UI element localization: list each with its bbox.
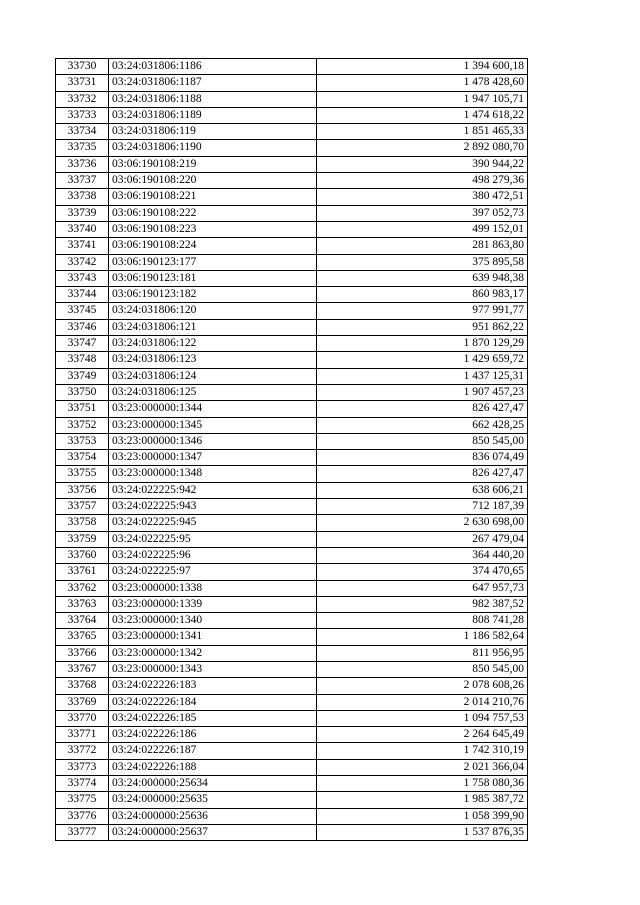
table-row xyxy=(56,336,528,352)
row-number-cell: 33748 xyxy=(56,352,109,368)
cadastral-value-cell: 977 991,77 xyxy=(317,303,528,319)
table-row xyxy=(56,238,528,254)
table-row xyxy=(56,466,528,482)
cadastral-value-cell: 2 078 608,26 xyxy=(317,678,528,694)
row-number-cell: 33751 xyxy=(56,401,109,417)
cadastral-value-cell: 647 957,73 xyxy=(317,580,528,596)
row-number-cell: 33745 xyxy=(56,303,109,319)
cadastral-value-cell: 1 537 876,35 xyxy=(317,824,528,840)
cadastral-number-cell: 03:24:022226:187 xyxy=(109,743,317,759)
cadastral-value-cell: 281 863,80 xyxy=(317,238,528,254)
table-row xyxy=(56,156,528,172)
table-row xyxy=(56,596,528,612)
table-row xyxy=(56,319,528,335)
cadastral-value-cell: 1 058 399,90 xyxy=(317,808,528,824)
table-row xyxy=(56,678,528,694)
row-number-cell: 33732 xyxy=(56,91,109,107)
cadastral-number-cell: 03:24:031806:1187 xyxy=(109,75,317,91)
table-row xyxy=(56,580,528,596)
cadastral-number-cell: 03:24:022225:942 xyxy=(109,482,317,498)
cadastral-number-cell: 03:24:022225:943 xyxy=(109,499,317,515)
row-number-cell: 33730 xyxy=(56,59,109,75)
table-row xyxy=(56,189,528,205)
cadastral-value-cell: 1 394 600,18 xyxy=(317,59,528,75)
table-row xyxy=(56,547,528,563)
cadastral-number-cell: 03:23:000000:1338 xyxy=(109,580,317,596)
row-number-cell: 33756 xyxy=(56,482,109,498)
cadastral-value-cell: 1 478 428,60 xyxy=(317,75,528,91)
cadastral-number-cell: 03:24:000000:25634 xyxy=(109,776,317,792)
cadastral-number-cell: 03:24:031806:1190 xyxy=(109,140,317,156)
row-number-cell: 33734 xyxy=(56,124,109,140)
row-number-cell: 33776 xyxy=(56,808,109,824)
table-row xyxy=(56,613,528,629)
cadastral-value-cell: 2 630 698,00 xyxy=(317,515,528,531)
row-number-cell: 33740 xyxy=(56,221,109,237)
cadastral-number-cell: 03:23:000000:1346 xyxy=(109,433,317,449)
table-row xyxy=(56,303,528,319)
cadastral-value-cell: 364 440,20 xyxy=(317,547,528,563)
row-number-cell: 33769 xyxy=(56,694,109,710)
cadastral-number-cell: 03:24:031806:1186 xyxy=(109,59,317,75)
table-row xyxy=(56,368,528,384)
table-row xyxy=(56,743,528,759)
table-row xyxy=(56,140,528,156)
row-number-cell: 33763 xyxy=(56,596,109,612)
cadastral-value-cell: 2 892 080,70 xyxy=(317,140,528,156)
cadastral-number-cell: 03:23:000000:1340 xyxy=(109,613,317,629)
table-row xyxy=(56,727,528,743)
table-row xyxy=(56,417,528,433)
cadastral-number-cell: 03:24:022225:97 xyxy=(109,564,317,580)
row-number-cell: 33774 xyxy=(56,776,109,792)
cadastral-value-cell: 1 437 125,31 xyxy=(317,368,528,384)
table-row xyxy=(56,661,528,677)
cadastral-number-cell: 03:24:031806:121 xyxy=(109,319,317,335)
cadastral-value-cell: 1 947 105,71 xyxy=(317,91,528,107)
cadastral-number-cell: 03:06:190108:220 xyxy=(109,173,317,189)
cadastral-number-cell: 03:24:022226:185 xyxy=(109,710,317,726)
cadastral-value-table xyxy=(55,58,528,841)
cadastral-value-cell: 1 094 757,53 xyxy=(317,710,528,726)
table-row xyxy=(56,59,528,75)
cadastral-number-cell: 03:23:000000:1339 xyxy=(109,596,317,612)
cadastral-number-cell: 03:06:190123:181 xyxy=(109,270,317,286)
cadastral-value-cell: 826 427,47 xyxy=(317,466,528,482)
cadastral-number-cell: 03:24:000000:25637 xyxy=(109,824,317,840)
table-body xyxy=(56,59,528,841)
table-row xyxy=(56,124,528,140)
row-number-cell: 33765 xyxy=(56,629,109,645)
cadastral-value-cell: 380 472,51 xyxy=(317,189,528,205)
row-number-cell: 33766 xyxy=(56,645,109,661)
cadastral-value-cell: 2 264 645,49 xyxy=(317,727,528,743)
table-row xyxy=(56,645,528,661)
row-number-cell: 33750 xyxy=(56,384,109,400)
table-row xyxy=(56,433,528,449)
cadastral-number-cell: 03:23:000000:1345 xyxy=(109,417,317,433)
cadastral-value-cell: 1 186 582,64 xyxy=(317,629,528,645)
row-number-cell: 33749 xyxy=(56,368,109,384)
table-row xyxy=(56,792,528,808)
row-number-cell: 33738 xyxy=(56,189,109,205)
row-number-cell: 33777 xyxy=(56,824,109,840)
cadastral-value-cell: 811 956,95 xyxy=(317,645,528,661)
cadastral-number-cell: 03:23:000000:1341 xyxy=(109,629,317,645)
cadastral-number-cell: 03:06:190108:222 xyxy=(109,205,317,221)
cadastral-value-cell: 712 187,39 xyxy=(317,499,528,515)
row-number-cell: 33757 xyxy=(56,499,109,515)
cadastral-number-cell: 03:06:190123:182 xyxy=(109,287,317,303)
table-row xyxy=(56,515,528,531)
cadastral-number-cell: 03:23:000000:1348 xyxy=(109,466,317,482)
table-row xyxy=(56,401,528,417)
cadastral-value-cell: 2 014 210,76 xyxy=(317,694,528,710)
cadastral-value-cell: 982 387,52 xyxy=(317,596,528,612)
table-row xyxy=(56,564,528,580)
table-row xyxy=(56,270,528,286)
cadastral-number-cell: 03:24:031806:125 xyxy=(109,384,317,400)
cadastral-value-cell: 390 944,22 xyxy=(317,156,528,172)
row-number-cell: 33733 xyxy=(56,107,109,123)
cadastral-number-cell: 03:24:031806:122 xyxy=(109,336,317,352)
row-number-cell: 33764 xyxy=(56,613,109,629)
row-number-cell: 33741 xyxy=(56,238,109,254)
row-number-cell: 33758 xyxy=(56,515,109,531)
row-number-cell: 33739 xyxy=(56,205,109,221)
table-row xyxy=(56,173,528,189)
cadastral-number-cell: 03:24:000000:25636 xyxy=(109,808,317,824)
cadastral-number-cell: 03:24:022225:945 xyxy=(109,515,317,531)
cadastral-number-cell: 03:06:190123:177 xyxy=(109,254,317,270)
table-row xyxy=(56,710,528,726)
cadastral-value-cell: 1 758 080,36 xyxy=(317,776,528,792)
cadastral-value-cell: 1 870 129,29 xyxy=(317,336,528,352)
cadastral-value-cell: 1 851 465,33 xyxy=(317,124,528,140)
table-row xyxy=(56,91,528,107)
cadastral-value-cell: 498 279,36 xyxy=(317,173,528,189)
cadastral-number-cell: 03:24:031806:123 xyxy=(109,352,317,368)
row-number-cell: 33762 xyxy=(56,580,109,596)
cadastral-value-cell: 375 895,58 xyxy=(317,254,528,270)
cadastral-number-cell: 03:24:022225:95 xyxy=(109,531,317,547)
cadastral-number-cell: 03:24:031806:119 xyxy=(109,124,317,140)
cadastral-value-cell: 1 742 310,19 xyxy=(317,743,528,759)
cadastral-value-cell: 1 474 618,22 xyxy=(317,107,528,123)
table-row xyxy=(56,75,528,91)
row-number-cell: 33775 xyxy=(56,792,109,808)
cadastral-value-cell: 1 907 457,23 xyxy=(317,384,528,400)
table-row xyxy=(56,824,528,840)
cadastral-value-cell: 826 427,47 xyxy=(317,401,528,417)
cadastral-value-cell: 836 074,49 xyxy=(317,450,528,466)
cadastral-value-cell: 639 948,38 xyxy=(317,270,528,286)
cadastral-number-cell: 03:23:000000:1347 xyxy=(109,450,317,466)
cadastral-number-cell: 03:23:000000:1344 xyxy=(109,401,317,417)
cadastral-number-cell: 03:06:190108:224 xyxy=(109,238,317,254)
cadastral-number-cell: 03:24:031806:124 xyxy=(109,368,317,384)
table-row xyxy=(56,629,528,645)
cadastral-number-cell: 03:06:190108:219 xyxy=(109,156,317,172)
cadastral-value-cell: 808 741,28 xyxy=(317,613,528,629)
row-number-cell: 33736 xyxy=(56,156,109,172)
table-row xyxy=(56,776,528,792)
table-row xyxy=(56,499,528,515)
table-row xyxy=(56,384,528,400)
cadastral-number-cell: 03:23:000000:1343 xyxy=(109,661,317,677)
cadastral-number-cell: 03:24:031806:1188 xyxy=(109,91,317,107)
row-number-cell: 33746 xyxy=(56,319,109,335)
table-row xyxy=(56,531,528,547)
row-number-cell: 33752 xyxy=(56,417,109,433)
cadastral-number-cell: 03:24:022226:184 xyxy=(109,694,317,710)
row-number-cell: 33755 xyxy=(56,466,109,482)
cadastral-number-cell: 03:06:190108:221 xyxy=(109,189,317,205)
cadastral-value-cell: 850 545,00 xyxy=(317,661,528,677)
row-number-cell: 33737 xyxy=(56,173,109,189)
table-row xyxy=(56,352,528,368)
table-row xyxy=(56,287,528,303)
row-number-cell: 33743 xyxy=(56,270,109,286)
table-row xyxy=(56,107,528,123)
row-number-cell: 33754 xyxy=(56,450,109,466)
cadastral-number-cell: 03:24:022226:186 xyxy=(109,727,317,743)
cadastral-value-cell: 1 985 387,72 xyxy=(317,792,528,808)
row-number-cell: 33773 xyxy=(56,759,109,775)
row-number-cell: 33735 xyxy=(56,140,109,156)
cadastral-number-cell: 03:24:022226:188 xyxy=(109,759,317,775)
cadastral-number-cell: 03:06:190108:223 xyxy=(109,221,317,237)
row-number-cell: 33753 xyxy=(56,433,109,449)
row-number-cell: 33767 xyxy=(56,661,109,677)
cadastral-value-cell: 2 021 366,04 xyxy=(317,759,528,775)
row-number-cell: 33759 xyxy=(56,531,109,547)
row-number-cell: 33747 xyxy=(56,336,109,352)
row-number-cell: 33771 xyxy=(56,727,109,743)
cadastral-value-cell: 638 606,21 xyxy=(317,482,528,498)
table-row xyxy=(56,205,528,221)
cadastral-number-cell: 03:24:031806:120 xyxy=(109,303,317,319)
cadastral-number-cell: 03:24:000000:25635 xyxy=(109,792,317,808)
row-number-cell: 33772 xyxy=(56,743,109,759)
row-number-cell: 33760 xyxy=(56,547,109,563)
cadastral-value-cell: 1 429 659,72 xyxy=(317,352,528,368)
cadastral-value-cell: 860 983,17 xyxy=(317,287,528,303)
cadastral-value-cell: 267 479,04 xyxy=(317,531,528,547)
cadastral-number-cell: 03:24:022225:96 xyxy=(109,547,317,563)
table-row xyxy=(56,808,528,824)
row-number-cell: 33770 xyxy=(56,710,109,726)
table-row xyxy=(56,221,528,237)
table-row xyxy=(56,254,528,270)
table-row xyxy=(56,694,528,710)
row-number-cell: 33731 xyxy=(56,75,109,91)
row-number-cell: 33761 xyxy=(56,564,109,580)
cadastral-value-cell: 374 470,65 xyxy=(317,564,528,580)
cadastral-value-cell: 499 152,01 xyxy=(317,221,528,237)
row-number-cell: 33744 xyxy=(56,287,109,303)
table-row xyxy=(56,759,528,775)
cadastral-value-cell: 397 052,73 xyxy=(317,205,528,221)
cadastral-number-cell: 03:24:031806:1189 xyxy=(109,107,317,123)
row-number-cell: 33742 xyxy=(56,254,109,270)
table-row xyxy=(56,482,528,498)
cadastral-number-cell: 03:24:022226:183 xyxy=(109,678,317,694)
cadastral-value-cell: 850 545,00 xyxy=(317,433,528,449)
cadastral-number-cell: 03:23:000000:1342 xyxy=(109,645,317,661)
cadastral-value-cell: 662 428,25 xyxy=(317,417,528,433)
cadastral-value-cell: 951 862,22 xyxy=(317,319,528,335)
row-number-cell: 33768 xyxy=(56,678,109,694)
table-row xyxy=(56,450,528,466)
